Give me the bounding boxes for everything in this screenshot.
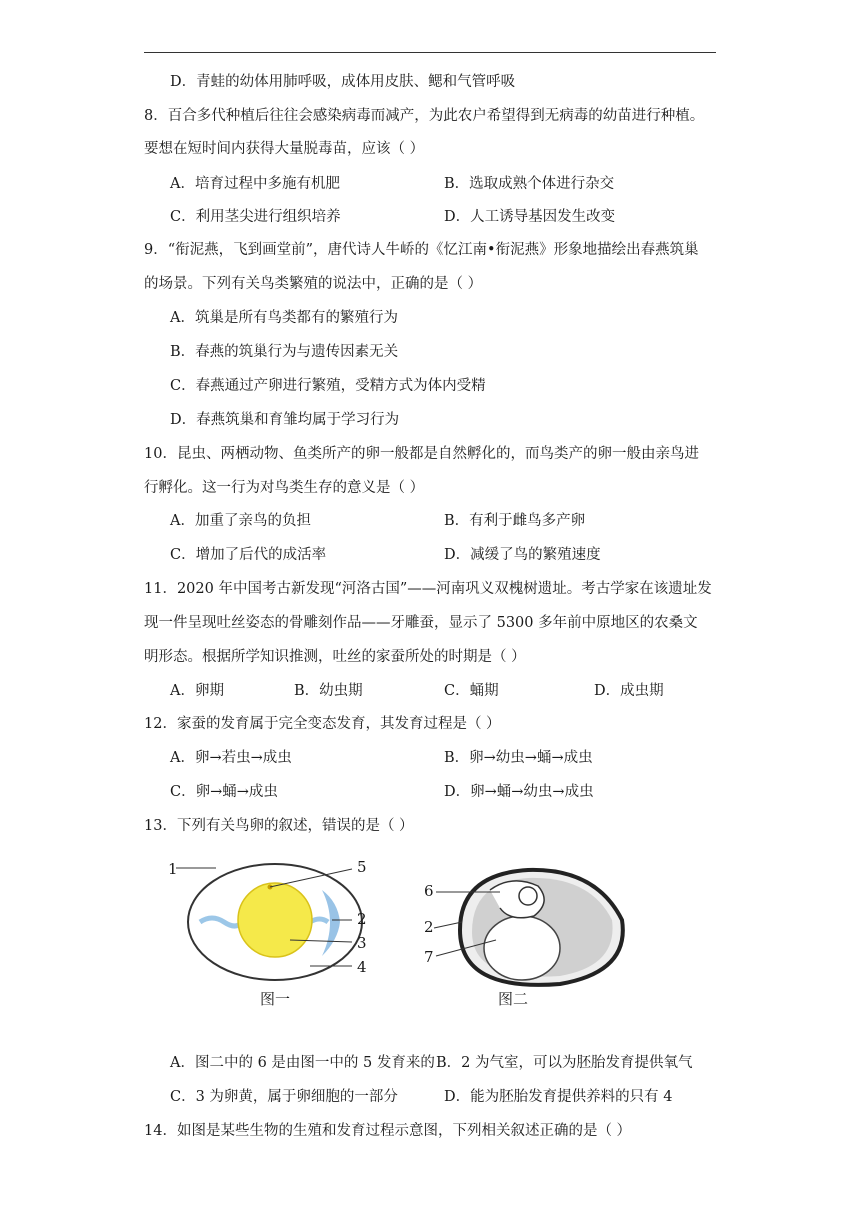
q9-option-c: C．春燕通过产卵进行繁殖，受精方式为体内受精 — [170, 378, 486, 394]
q10-stem-line1: 10．昆虫、两栖动物、鱼类所产的卵一般都是自然孵化的，而鸟类产的卵一般由亲鸟进 — [144, 446, 699, 462]
figure1-egg — [176, 864, 362, 980]
q10-option-d: D．减缓了鸟的繁殖速度 — [444, 547, 601, 563]
fig1-label-5: 5 — [357, 858, 367, 876]
embryo-eye — [519, 887, 537, 905]
q11-option-a: A．卵期 — [170, 683, 224, 699]
q12-option-d: D．卵→蛹→幼虫→成虫 — [444, 784, 594, 800]
fig1-label-3: 3 — [357, 934, 367, 952]
q9-stem-line1: 9．“衔泥燕，飞到画堂前”，唐代诗人牛峤的《忆江南•衔泥燕》形象地描绘出春燕筑巢 — [144, 242, 699, 258]
figure2-egg — [434, 870, 623, 985]
q11-option-d: D．成虫期 — [594, 683, 664, 699]
yolk-sac-2 — [484, 916, 560, 980]
q10-stem-line2: 行孵化。这一行为对鸟类生存的意义是（ ） — [144, 480, 425, 496]
q11-stem-line3: 明形态。根据所学知识推测，吐丝的家蚕所处的时期是（ ） — [144, 649, 526, 665]
q8-stem-line2: 要想在短时间内获得大量脱毒苗，应该（ ） — [144, 141, 425, 157]
q12-option-c: C．卵→蛹→成虫 — [170, 784, 278, 800]
q10-option-c: C．增加了后代的成活率 — [170, 547, 327, 563]
yolk-circle — [238, 883, 312, 957]
header-rule — [144, 52, 716, 53]
fig2-label-2: 2 — [424, 918, 434, 936]
q11-option-c: C．蛹期 — [444, 683, 499, 699]
q8-option-c: C．利用茎尖进行组织培养 — [170, 209, 341, 225]
q12-option-b: B．卵→幼虫→蛹→成虫 — [444, 750, 593, 766]
q8-option-d: D．人工诱导基因发生改变 — [444, 209, 616, 225]
q13-option-c: C．3 为卵黄，属于卵细胞的一部分 — [170, 1089, 398, 1105]
q8-option-b: B．选取成熟个体进行杂交 — [444, 176, 615, 192]
q8-stem-line1: 8．百合多代种植后往往会感染病毒而减产，为此农户希望得到无病毒的幼苗进行种植。 — [144, 108, 705, 124]
q14-stem-line1: 14．如图是某些生物的生殖和发育过程示意图，下列相关叙述正确的是（ ） — [144, 1123, 632, 1139]
fig2-caption: 图二 — [498, 990, 529, 1008]
q8-option-a: A．培育过程中多施有机肥 — [170, 176, 340, 192]
fig2-label-7: 7 — [424, 948, 434, 966]
egg-diagrams-svg — [160, 860, 720, 1020]
fig1-caption: 图一 — [260, 990, 291, 1008]
q13-stem-line1: 13．下列有关鸟卵的叙述，错误的是（ ） — [144, 818, 414, 834]
egg-diagrams — [160, 860, 720, 1020]
fig1-label-2: 2 — [357, 910, 367, 928]
q11-option-b: B．幼虫期 — [294, 683, 363, 699]
fig1-label-1: 1 — [168, 860, 178, 878]
q11-stem-line1: 11．2020 年中国考古新发现“河洛古国”——河南巩义双槐树遗址。考古学家在该遗址发 — [144, 581, 712, 597]
q9-option-d: D．春燕筑巢和育雏均属于学习行为 — [170, 412, 400, 428]
q9-option-a: A．筑巢是所有鸟类都有的繁殖行为 — [170, 310, 398, 326]
q10-option-a: A．加重了亲鸟的负担 — [170, 513, 311, 529]
q13-option-a: A．图二中的 6 是由图一中的 5 发育来的 — [170, 1055, 435, 1071]
q13-option-d: D．能为胚胎发育提供养料的只有 4 — [444, 1089, 673, 1105]
leader-2b — [434, 922, 462, 928]
q9-option-b: B．春燕的筑巢行为与遗传因素无关 — [170, 344, 399, 360]
fig2-label-6: 6 — [424, 882, 434, 900]
q12-stem-line1: 12．家蚕的发育属于完全变态发育，其发育过程是（ ） — [144, 716, 501, 732]
fig1-label-4: 4 — [357, 958, 367, 976]
q11-stem-line2: 现一件呈现吐丝姿态的骨雕刻作品——牙雕蚕，显示了 5300 多年前中原地区的农桑文 — [144, 615, 698, 631]
q9-stem-line2: 的场景。下列有关鸟类繁殖的说法中，正确的是（ ） — [144, 276, 483, 292]
q10-option-b: B．有利于雌鸟多产卵 — [444, 513, 586, 529]
q7-option-d: D．青蛙的幼体用肺呼吸，成体用皮肤、鳃和气管呼吸 — [170, 74, 516, 90]
q13-option-b: B．2 为气室，可以为胚胎发育提供氧气 — [436, 1055, 693, 1071]
q12-option-a: A．卵→若虫→成虫 — [170, 750, 292, 766]
